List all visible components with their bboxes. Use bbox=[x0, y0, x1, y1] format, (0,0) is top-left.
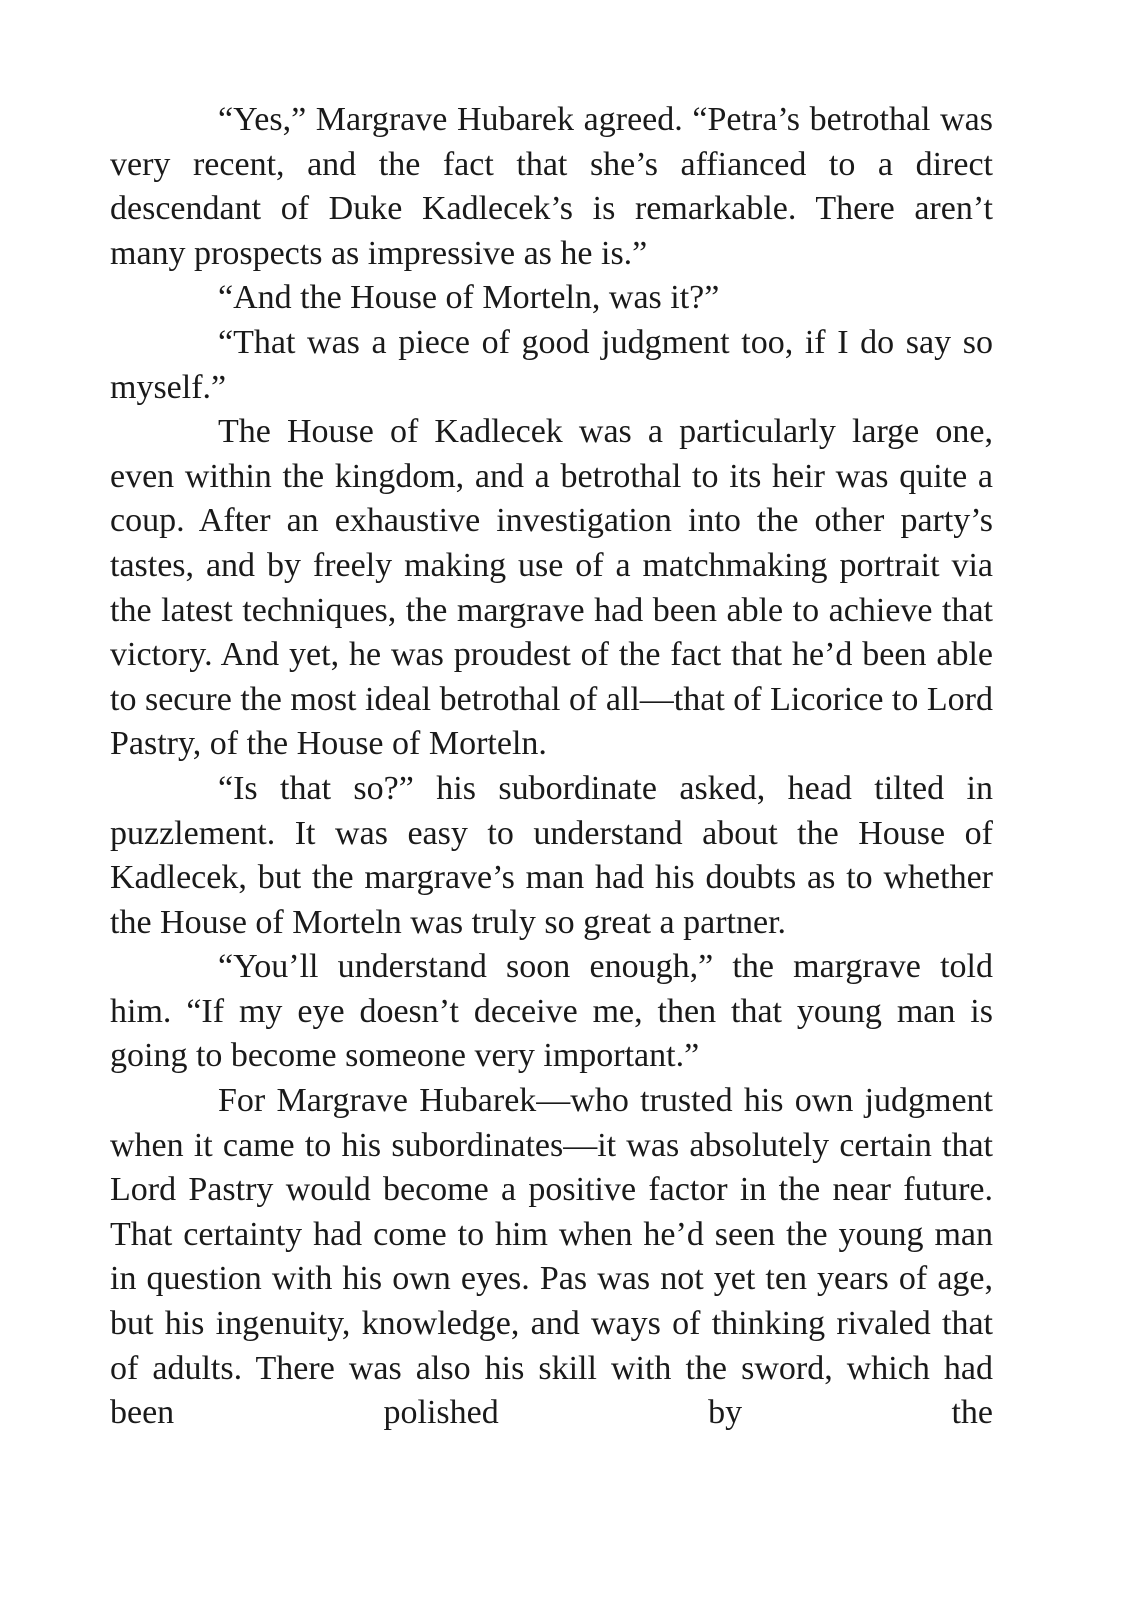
paragraph-3: “That was a piece of good judgment too, if I do say so myself.” bbox=[110, 323, 993, 406]
paragraph-4: The House of Kadlecek was a particularly large one, even within the kingdom, and a betrothal to its heir was quite a coup. After an exhaustive investigation into the other party’s tastes, and by freely making use of a matchmaking portrait via the latest techniques, the margrave had been able to achieve that victory. And yet, he was proudest of the fact that he’d been able to secure the most ideal betrothal of all—that of Licorice to Lord Pastry, of the House of Morteln. bbox=[110, 413, 993, 763]
book-page bbox=[110, 98, 993, 1436]
paragraph-2: “And the House of Morteln, was it?” bbox=[218, 279, 720, 317]
paragraph-5: “Is that so?” his subordinate asked, head tilted in puzzlement. It was easy to understand about the House of Kadlecek, but the margrave’s man had his doubts as to whether the House of Morteln was truly so great a partner. bbox=[110, 769, 993, 941]
paragraph-1: “Yes,” Margrave Hubarek agreed. “Petra’s betrothal was very recent, and the fact that she’s affianced to a direct descendant of Duke Kadlecek’s is remarkable. There aren’t many prospects as impressive as he is.” bbox=[110, 101, 993, 272]
paragraph-6: “You’ll understand soon enough,” the margrave told him. “If my eye doesn’t deceive me, then that young man is going to become someone very important.” bbox=[110, 948, 993, 1075]
paragraph-7: For Margrave Hubarek—who trusted his own judgment when it came to his subordinates—it was absolutely certain that Lord Pastry would become a positive factor in the near future. That certainty had come to him when he’d seen the young man in question with his own eyes. Pas was not yet ten years of age, but his ingenuity, knowledge, and ways of thinking rivaled that of adults. There was also his skill with the sword, which had been polished by the bbox=[110, 1082, 993, 1432]
